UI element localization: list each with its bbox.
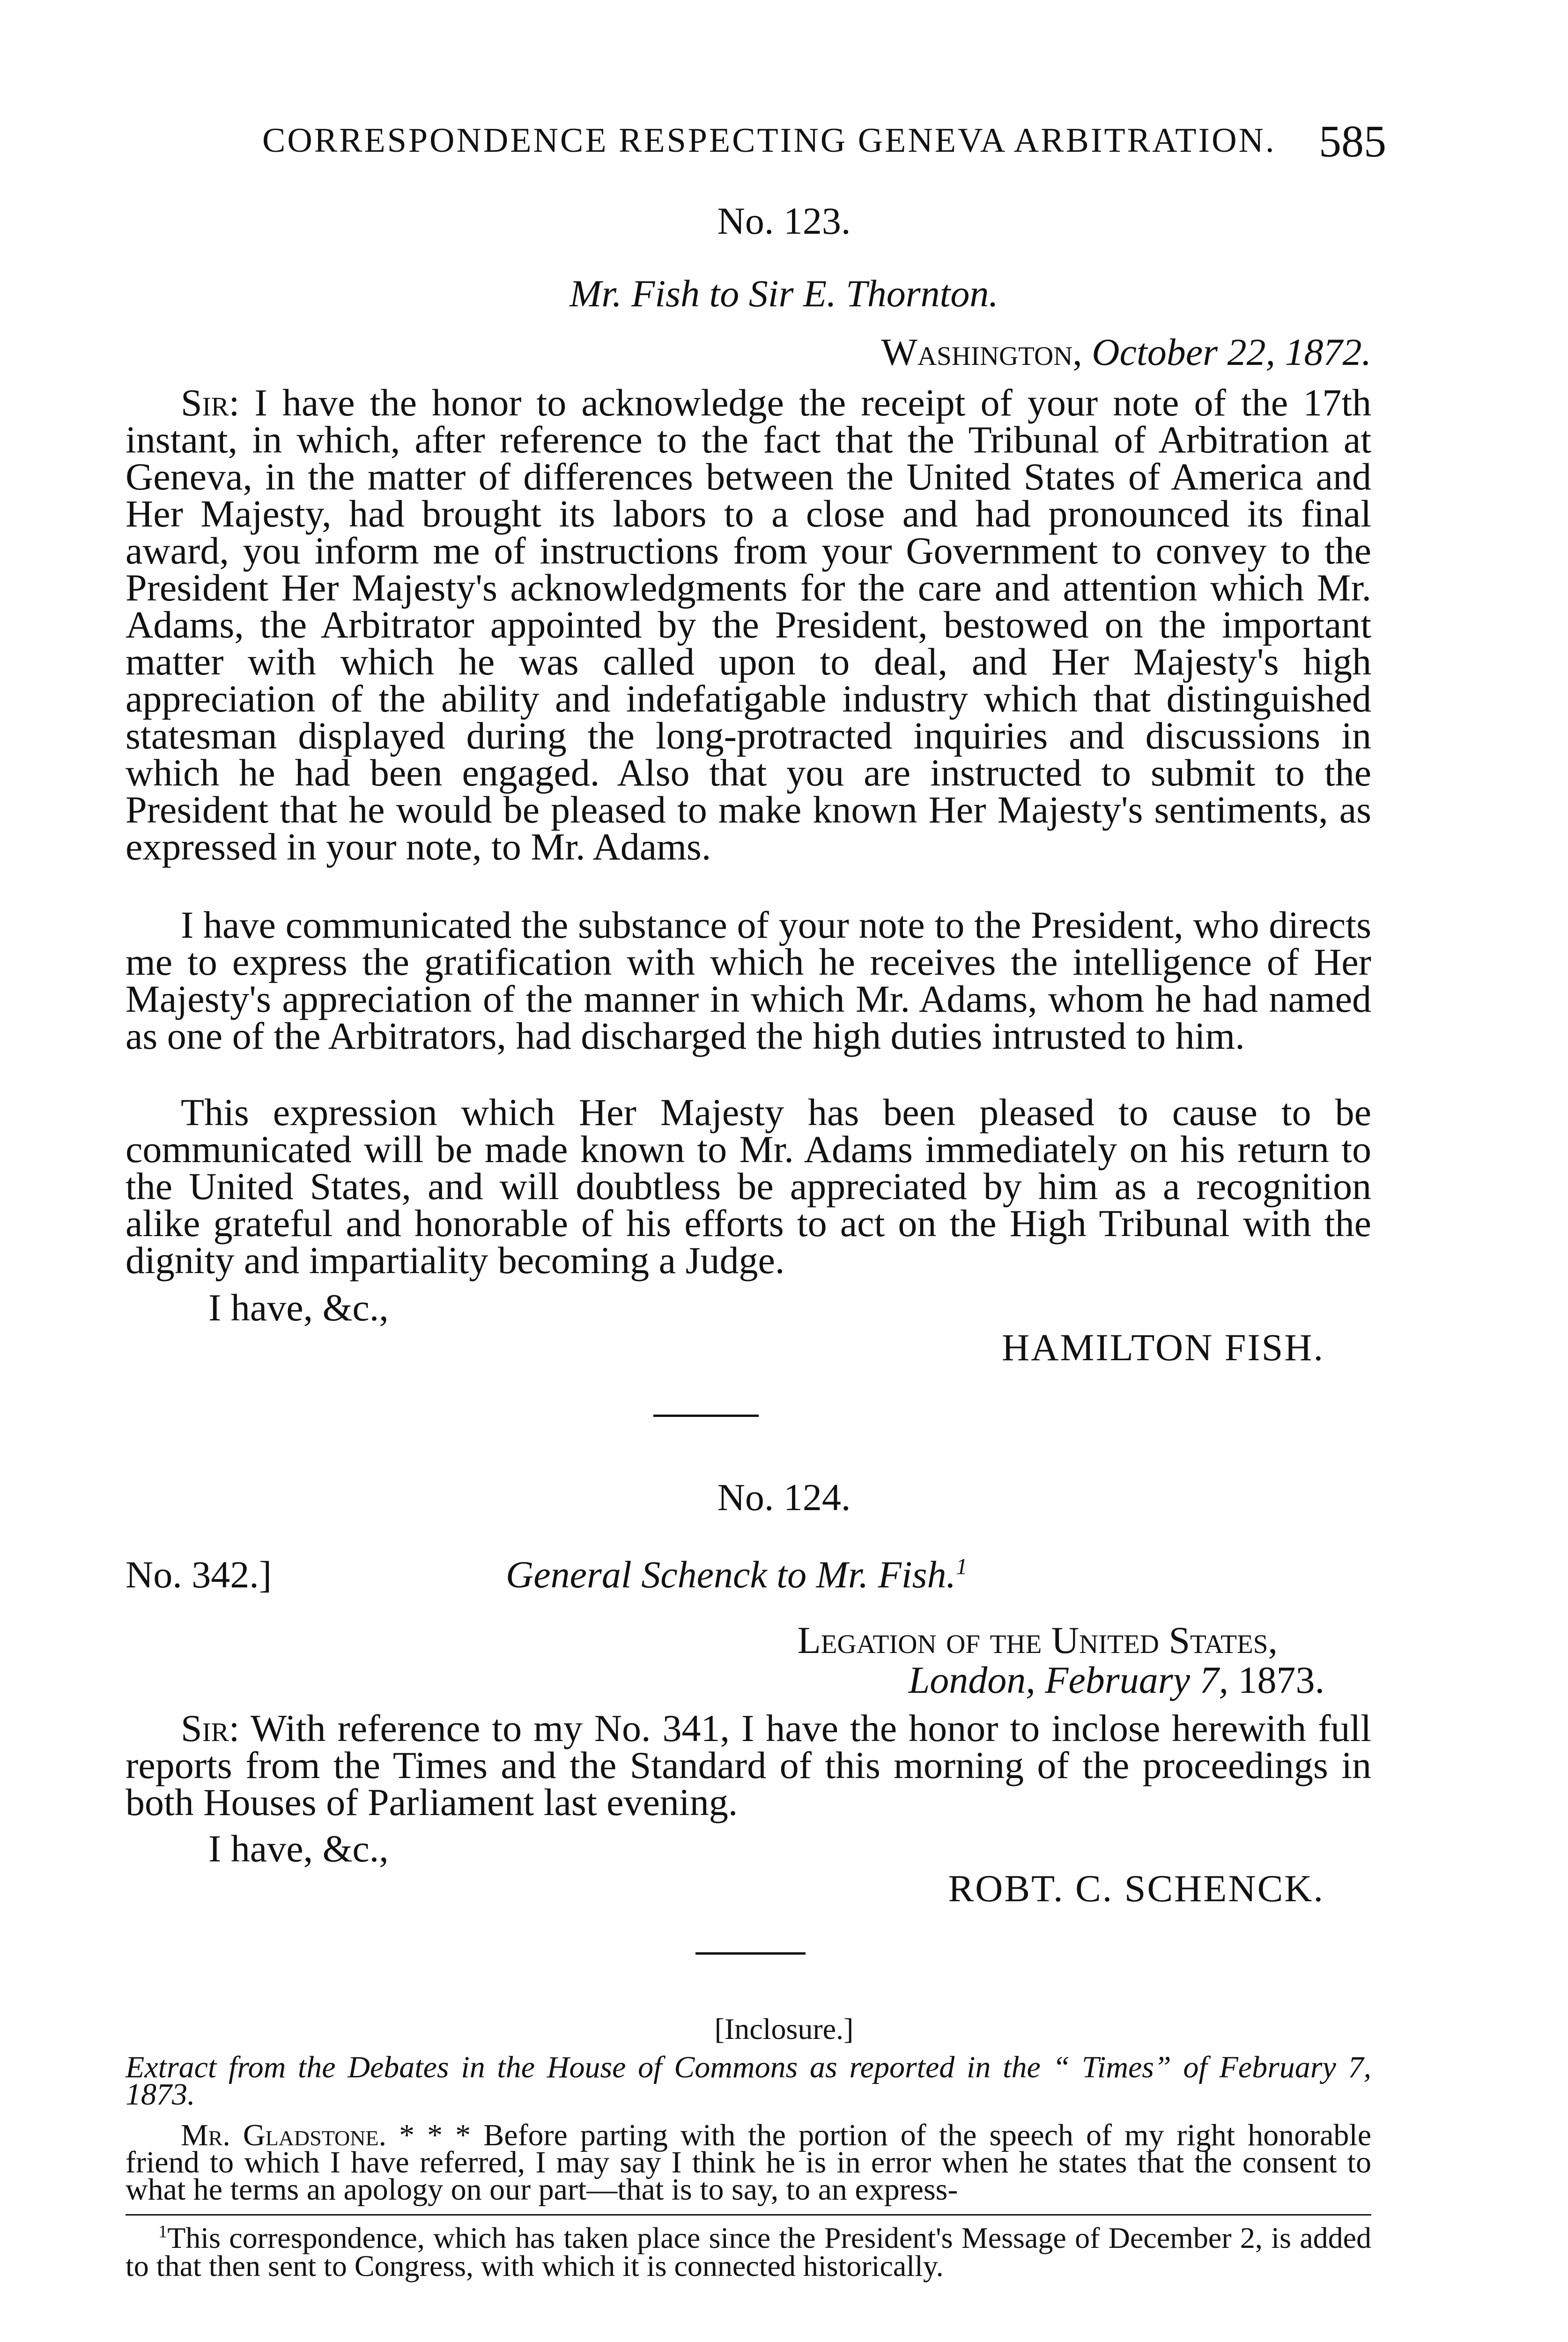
inclosure-text: Before parting with the portion of the speech of my right honorable friend to which I have referred, I may say I think he is in error when he states that the consent to what he terms an apology on our part—that is to say, to an express-	[126, 2118, 1372, 2207]
doc124-closing: I have, &c.,	[208, 1827, 389, 1870]
page-number: 585	[1319, 116, 1386, 166]
doc124-heading-line	[506, 1553, 968, 1597]
inclosure-title: Extract from the Debates in the House of Commons as reported in the “ Times” of February 7, 1873.	[126, 2050, 1371, 2112]
running-head-title: CORRESPONDENCE RESPECTING GENEVA ARBITRATION.	[262, 121, 1276, 160]
footnote-text: This correspondence, which has taken place since the President's Message of December 2, is added to that then sent to Congress, with which it is connected historically.	[126, 2221, 1371, 2283]
inclosure-stars: * * *	[399, 2118, 471, 2152]
section-divider-1	[653, 1415, 759, 1417]
doc124-paragraph	[126, 1707, 1371, 1823]
inclosure-speaker: Mr. Gladstone.	[181, 2118, 387, 2152]
doc123-paragraph-2: I have communicated the substance of your note to the President, who directs me to express the gratification with which he receives the intelligence of Her Majesty's appreciation of the manner in which Mr. Adams, whom he had named as one of the Arbitrators, had discharged the high duties intrusted to him.	[126, 904, 1371, 1057]
doc124-date: February 7,	[1045, 1659, 1228, 1701]
doc124-signature: ROBT. C. SCHENCK.	[948, 1867, 1324, 1910]
doc124-number: No. 124.	[717, 1476, 851, 1519]
doc124-paragraph-text: With reference to my No. 341, I have the honor to inclose herewith full reports from the Times and the Standard of this morning of the proceedings in both Houses of Parliament last evening.	[126, 1707, 1371, 1823]
doc124-year: 1873.	[1238, 1659, 1324, 1701]
doc124-dateline	[909, 1658, 1324, 1702]
doc124-place: Legation of the United States,	[797, 1619, 1278, 1661]
doc123-paragraph-3: This expression which Her Majesty has been pleased to cause to be communicated will be made known to Mr. Adams immediately on his return to the United States, and will doubtless be appreciated by him as a recognition alike grateful and honorable of his efforts to act on the High Tribunal with the dignity and impartiality becoming a Judge.	[126, 1091, 1371, 1282]
doc123-paragraph-1	[126, 381, 1372, 868]
doc123-paragraph-1-text: I have the honor to acknowledge the receipt of your note of the 17th instant, in which, after reference to the fact that the Tribunal of Arbitration at Geneva, in the matter of differences between the United States of America and Her Majesty, had brought its labors to a close and had pronounced its final award, you inform me of instructions from your Government to convey to the President Her Majesty's acknowledgments for the care and attention which Mr. Adams, the Arbitrator appointed by the President, bestowed on the important matter with which he was called upon to deal, and Her Majesty's high appreciation of the ability and indefatigable industry which that distinguished statesman displayed during the long-protracted inquiries and discussions in which he had been engaged. Also that you are instructed to submit to the President that he would be pleased to make known Her Majesty's sentiments, as expressed in your note, to Mr. Adams.	[126, 381, 1372, 868]
doc123-place: Washington,	[881, 331, 1082, 373]
inclosure-paragraph	[126, 2118, 1372, 2207]
footnote-rule	[126, 2214, 1371, 2216]
doc124-footnote-mark: 1	[955, 1553, 968, 1579]
section-divider-2	[695, 1952, 806, 1955]
doc123-date: October 22, 1872.	[1092, 331, 1371, 373]
doc123-signature: HAMILTON FISH.	[1002, 1326, 1324, 1369]
doc124-date-place: London,	[908, 1659, 1035, 1701]
footnote-mark: 1	[158, 2222, 168, 2242]
doc123-heading: Mr. Fish to Sir E. Thornton.	[570, 272, 998, 315]
inclosure-label: [Inclosure.]	[714, 2012, 854, 2046]
doc124-heading: General Schenck to Mr. Fish.	[506, 1553, 956, 1596]
doc124-reference: No. 342.]	[126, 1553, 272, 1596]
doc123-salutation: Sir:	[181, 381, 240, 424]
doc123-closing: I have, &c.,	[208, 1286, 389, 1329]
footnote	[126, 2221, 1371, 2283]
doc123-number: No. 123.	[717, 200, 851, 242]
doc124-salutation: Sir:	[181, 1707, 240, 1749]
running-head	[262, 116, 1386, 166]
doc123-dateline	[881, 330, 1371, 374]
